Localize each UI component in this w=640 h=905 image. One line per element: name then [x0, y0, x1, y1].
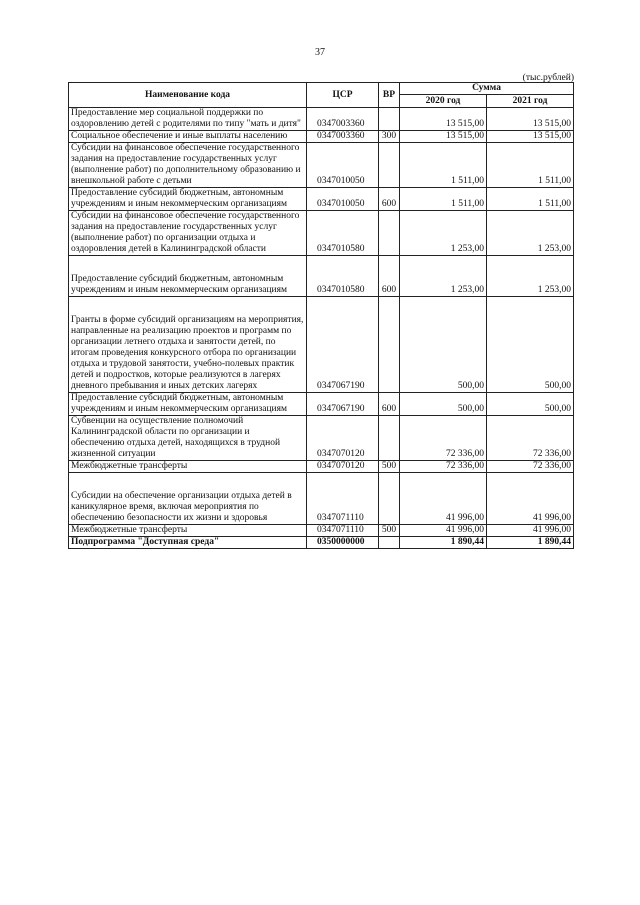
row-vr [379, 108, 400, 131]
row-vr [379, 297, 400, 393]
table-row [69, 525, 574, 537]
header-year-2020: 2020 год [400, 95, 487, 108]
row-csr: 0347071110 [307, 473, 379, 525]
row-csr: 0350000000 [307, 537, 379, 549]
row-sum-2021: 1 890,44 [487, 537, 574, 549]
row-csr: 0347070120 [307, 461, 379, 473]
budget-table [68, 82, 574, 549]
row-sum-2020: 1 511,00 [400, 143, 487, 188]
row-csr: 0347003360 [307, 131, 379, 143]
row-sum-2020: 72 336,00 [400, 461, 487, 473]
row-vr: 600 [379, 393, 400, 416]
row-sum-2020: 13 515,00 [400, 131, 487, 143]
row-sum-2020: 500,00 [400, 297, 487, 393]
row-sum-2021: 500,00 [487, 393, 574, 416]
row-sum-2021: 1 253,00 [487, 256, 574, 297]
row-sum-2020: 1 511,00 [400, 188, 487, 211]
table-row [69, 131, 574, 143]
row-vr: 500 [379, 525, 400, 537]
row-vr [379, 473, 400, 525]
row-sum-2020: 500,00 [400, 393, 487, 416]
row-name: Субсидии на обеспечение организации отдыха детей в каникулярное время, включая мероприятия по обеспечению безопасности их жизни и здоровья [69, 473, 307, 525]
row-sum-2020: 1 253,00 [400, 211, 487, 256]
page-number: 37 [315, 47, 325, 58]
row-name: Предоставление субсидий бюджетным, автономным учреждениям и иным некоммерческим организациям [69, 188, 307, 211]
row-name: Межбюджетные трансферты [69, 525, 307, 537]
table-row-subprogram [69, 537, 574, 549]
table-row [69, 256, 574, 297]
row-sum-2021: 41 996,00 [487, 525, 574, 537]
header-sum: Сумма [400, 83, 574, 95]
row-vr: 500 [379, 461, 400, 473]
row-csr: 0347067190 [307, 297, 379, 393]
row-csr: 0347071110 [307, 525, 379, 537]
table-row [69, 297, 574, 393]
row-vr: 300 [379, 131, 400, 143]
row-vr [379, 211, 400, 256]
row-csr: 0347003360 [307, 108, 379, 131]
row-name: Предоставление субсидий бюджетным, автономным учреждениям и иным некоммерческим организациям [69, 256, 307, 297]
header-name: Наименование кода [69, 83, 307, 108]
row-name: Подпрограмма "Доступная среда" [69, 537, 307, 549]
header-year-2021: 2021 год [487, 95, 574, 108]
table-row [69, 416, 574, 461]
row-name: Предоставление мер социальной поддержки по оздоровлению детей с родителями по типу "мать и дитя" [69, 108, 307, 131]
row-vr: 600 [379, 256, 400, 297]
row-sum-2020: 41 996,00 [400, 525, 487, 537]
row-name: Субвенции на осуществление полномочий Калининградской области по организации и обеспечению отдыха детей, находящихся в трудной жизненной ситуации [69, 416, 307, 461]
row-sum-2021: 1 511,00 [487, 188, 574, 211]
row-csr: 0347010050 [307, 188, 379, 211]
row-csr: 0347010580 [307, 211, 379, 256]
row-name: Предоставление субсидий бюджетным, автономным учреждениям и иным некоммерческим организациям [69, 393, 307, 416]
row-csr: 0347010050 [307, 143, 379, 188]
row-sum-2021: 1 253,00 [487, 211, 574, 256]
row-vr: 600 [379, 188, 400, 211]
row-sum-2021: 72 336,00 [487, 461, 574, 473]
row-sum-2021: 500,00 [487, 297, 574, 393]
row-name: Гранты в форме субсидий организациям на мероприятия, направленные на реализацию проектов и программ по организации летнего отдыха и занятости детей, по итогам проведения конкурсного отбора по организации отдыха и трудовой занятости, учебно-полевых практик детей и подростков, которые реализуются в лагерях дневного пребывания и иных детских лагерях [69, 297, 307, 393]
row-sum-2021: 41 996,00 [487, 473, 574, 525]
row-vr [379, 537, 400, 549]
header-csr: ЦСР [307, 83, 379, 108]
row-name: Межбюджетные трансферты [69, 461, 307, 473]
row-sum-2021: 13 515,00 [487, 108, 574, 131]
table-row [69, 473, 574, 525]
row-sum-2020: 41 996,00 [400, 473, 487, 525]
header-row-top [69, 83, 574, 95]
row-csr: 0347070120 [307, 416, 379, 461]
row-csr: 0347067190 [307, 393, 379, 416]
row-vr [379, 143, 400, 188]
row-name: Субсидии на финансовое обеспечение государственного задания на предоставление государственных услуг (выполнение работ) по организации отдыха и оздоровления детей в Калининградской области [69, 211, 307, 256]
table-row [69, 461, 574, 473]
row-name: Субсидии на финансовое обеспечение государственного задания на предоставление государственных услуг (выполнение работ) по дополнительному образованию и внешкольной работе с детьми [69, 143, 307, 188]
table-row [69, 143, 574, 188]
row-sum-2020: 1 253,00 [400, 256, 487, 297]
row-name: Социальное обеспечение и иные выплаты населению [69, 131, 307, 143]
table-row [69, 108, 574, 131]
row-sum-2020: 72 336,00 [400, 416, 487, 461]
row-vr [379, 416, 400, 461]
row-sum-2021: 1 511,00 [487, 143, 574, 188]
table-row [69, 211, 574, 256]
table-row [69, 188, 574, 211]
row-sum-2021: 72 336,00 [487, 416, 574, 461]
header-vr: ВР [379, 83, 400, 108]
table-row [69, 393, 574, 416]
row-sum-2020: 13 515,00 [400, 108, 487, 131]
row-sum-2021: 13 515,00 [487, 131, 574, 143]
row-csr: 0347010580 [307, 256, 379, 297]
row-sum-2020: 1 890,44 [400, 537, 487, 549]
units-label: (тыс.рублей) [522, 73, 574, 83]
